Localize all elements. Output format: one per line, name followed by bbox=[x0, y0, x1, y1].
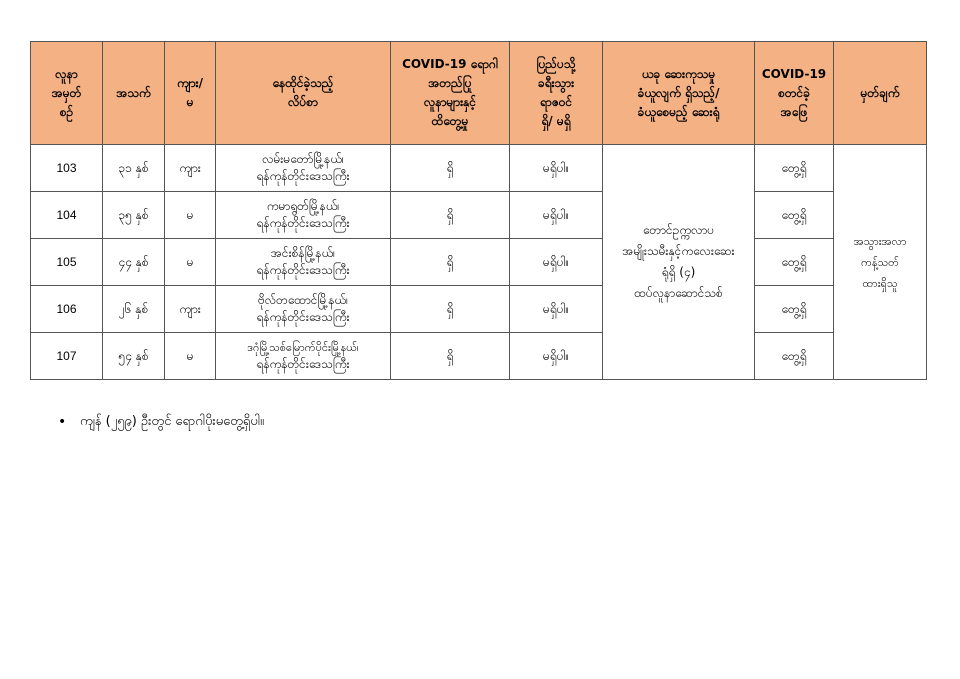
patient-address bbox=[216, 145, 391, 192]
patient-travel: မရှိပါ။ bbox=[510, 333, 603, 380]
patient-age: ၄၄ နှစ် bbox=[103, 239, 165, 286]
patient-contact: ရှိ bbox=[391, 333, 510, 380]
col-header-age: အသက် bbox=[103, 42, 165, 145]
address-region: ရန်ကုန်တိုင်းဒေသကြီး bbox=[256, 310, 350, 324]
patient-address bbox=[216, 286, 391, 333]
col-header-hospital: ယခု ဆေးကုသမှု ခံယူလျက် ရှိသည့်/ ခံယူစေမည့် ဆေးရုံ bbox=[603, 42, 755, 145]
patient-travel: မရှိပါ။ bbox=[510, 286, 603, 333]
patient-sex: ကျား bbox=[165, 286, 216, 333]
patient-contact: ရှိ bbox=[391, 239, 510, 286]
col-header-travel-history: ပြည်ပသို့ ခရီးသွား ရာဇဝင် ရှိ/ မရှိ bbox=[510, 42, 603, 145]
address-township: ကမာရွတ်မြို့နယ်၊ bbox=[266, 199, 340, 213]
patient-travel: မရှိပါ။ bbox=[510, 145, 603, 192]
col-header-contact: COVID-19 ရောဂါ အတည်ပြု လူနာများနှင့် ထိတွေ့မှု bbox=[391, 42, 510, 145]
table-body bbox=[31, 145, 927, 380]
bullet-icon: • bbox=[58, 414, 67, 430]
patient-contact: ရှိ bbox=[391, 192, 510, 239]
notes-list bbox=[58, 412, 264, 432]
patient-result: တွေ့ရှိ bbox=[755, 333, 834, 380]
table-row bbox=[31, 333, 927, 380]
patient-contact: ရှိ bbox=[391, 145, 510, 192]
address-township: ဒဂုံမြို့သစ်မြောက်ပိုင်းမြို့နယ်၊ bbox=[247, 341, 359, 354]
table-row bbox=[31, 145, 927, 192]
patient-no: 103 bbox=[31, 145, 103, 192]
patient-sex: မ bbox=[165, 333, 216, 380]
patient-age: ၃၁ နှစ် bbox=[103, 145, 165, 192]
patient-result: တွေ့ရှိ bbox=[755, 145, 834, 192]
address-township: လမ်းမတော်မြို့နယ်၊ bbox=[262, 152, 344, 166]
address-township: အင်းစိန်မြို့နယ်၊ bbox=[270, 246, 336, 260]
note-text: ကျန် (၂၅၉) ဦးတွင် ရောဂါပိုးမတွေ့ရှိပါ။ bbox=[80, 414, 264, 429]
patient-address bbox=[216, 333, 391, 380]
patient-result: တွေ့ရှိ bbox=[755, 286, 834, 333]
patient-contact: ရှိ bbox=[391, 286, 510, 333]
address-region: ရန်ကုန်တိုင်းဒေသကြီး bbox=[256, 357, 350, 371]
address-region: ရန်ကုန်တိုင်းဒေသကြီး bbox=[256, 263, 350, 277]
address-township: ဗိုလ်တထောင်မြို့နယ်၊ bbox=[258, 293, 348, 307]
patient-result: တွေ့ရှိ bbox=[755, 192, 834, 239]
patient-table bbox=[30, 41, 927, 380]
patient-age: ၅၄ နှစ် bbox=[103, 333, 165, 380]
table-row bbox=[31, 239, 927, 286]
patient-result: တွေ့ရှိ bbox=[755, 239, 834, 286]
patient-sex: မ bbox=[165, 192, 216, 239]
col-header-remark: မှတ်ချက် bbox=[834, 42, 927, 145]
hospital-cell: တောင်ဥက္ကလာပ အမျိုးသမီးနှင့်ကလေးဆေး ရုံရှိ (၄) ထပ်လူနာဆောင်သစ် bbox=[603, 145, 755, 380]
patient-address bbox=[216, 192, 391, 239]
patient-no: 107 bbox=[31, 333, 103, 380]
patient-travel: မရှိပါ။ bbox=[510, 239, 603, 286]
patient-no: 105 bbox=[31, 239, 103, 286]
address-region: ရန်ကုန်တိုင်းဒေသကြီး bbox=[256, 169, 350, 183]
col-header-patient-no: လူနာ အမှတ် စဉ် bbox=[31, 42, 103, 145]
note-item bbox=[58, 412, 264, 432]
col-header-result: COVID-19 စတင်ခဲ့ အဖြေ bbox=[755, 42, 834, 145]
col-header-sex: ကျား/ မ bbox=[165, 42, 216, 145]
address-region: ရန်ကုန်တိုင်းဒေသကြီး bbox=[256, 216, 350, 230]
patient-no: 104 bbox=[31, 192, 103, 239]
patient-age: ၂၆ နှစ် bbox=[103, 286, 165, 333]
patient-sex: ကျား bbox=[165, 145, 216, 192]
patient-age: ၃၅ နှစ် bbox=[103, 192, 165, 239]
patient-sex: မ bbox=[165, 239, 216, 286]
patient-no: 106 bbox=[31, 286, 103, 333]
table-header bbox=[31, 42, 927, 145]
col-header-address: နေထိုင်ခဲ့သည့် လိပ်စာ bbox=[216, 42, 391, 145]
header-row bbox=[31, 42, 927, 145]
table-row bbox=[31, 192, 927, 239]
patient-address bbox=[216, 239, 391, 286]
remark-cell: အသွားအလာ ကန့်သတ် ထားရှိသူ bbox=[834, 145, 927, 380]
table-row bbox=[31, 286, 927, 333]
patient-travel: မရှိပါ။ bbox=[510, 192, 603, 239]
